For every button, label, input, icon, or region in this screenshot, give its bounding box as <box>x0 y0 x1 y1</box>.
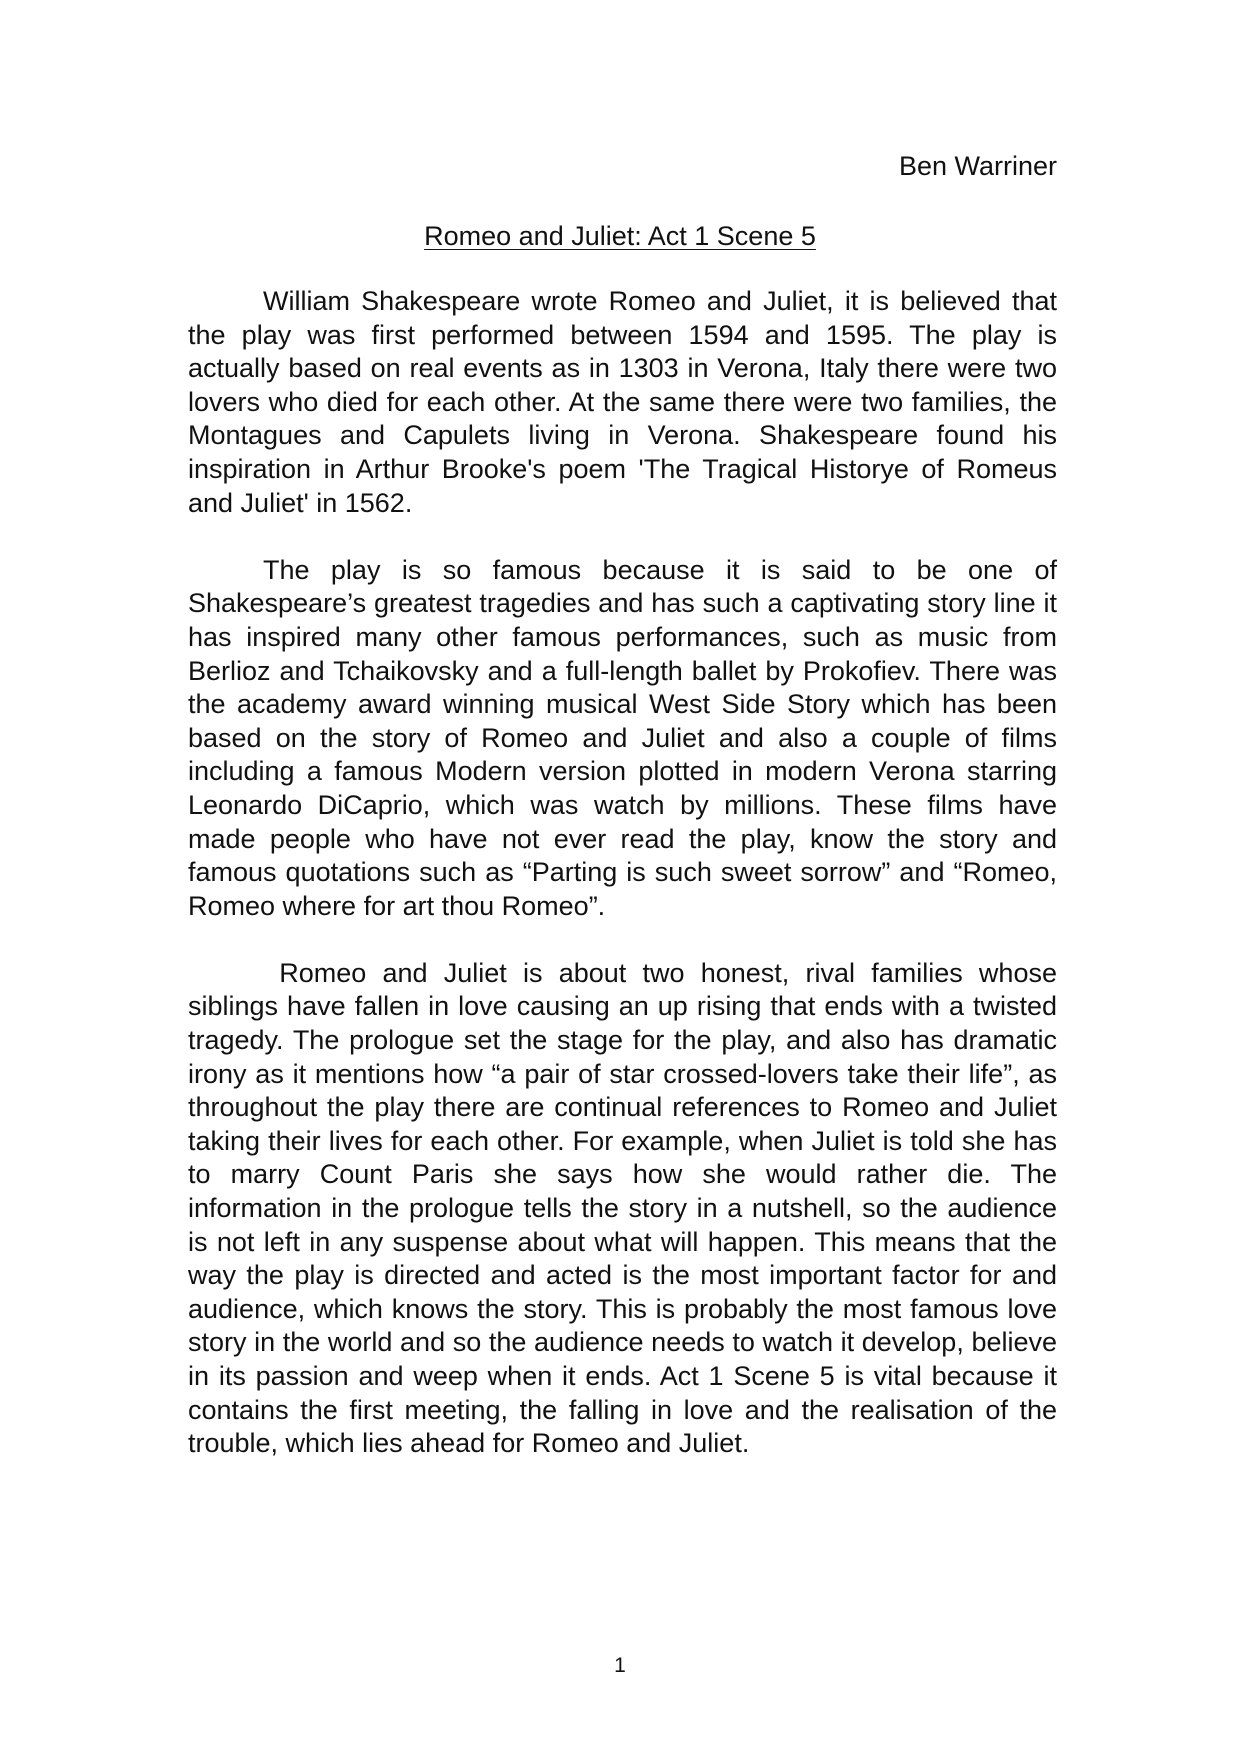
paragraph-1: William Shakespeare wrote Romeo and Juliet, it is believed that the play was first performed between 1594 and 1595. The play is actually based on real events as in 1303 in Verona, Italy there were two lovers who died for each other. At the same there were two families, the Montagues and Capulets living in Verona. Shakespeare found his inspiration in Arthur Brooke's poem 'The Tragical Historye of Romeus and Juliet' in 1562. <box>188 286 1057 518</box>
document-title: Romeo and Juliet: Act 1 Scene 5 <box>424 221 816 251</box>
document-body <box>188 285 1065 1494</box>
page-number: 1 <box>614 1654 626 1677</box>
paragraph-3: Romeo and Juliet is about two honest, rival families whose siblings have fallen in love causing an up rising that ends with a twisted tragedy. The prologue set the stage for the play, and also has dramatic irony as it mentions how “a pair of star crossed-lovers take their life”, as throughout the play there are continual references to Romeo and Juliet taking their lives for each other. For example, when Juliet is told she has to marry Count Paris she says how she would rather die. The information in the prologue tells the story in a nutshell, so the audience is not left in any suspense about what will happen. This means that the way the play is directed and acted is the most important factor for and audience, which knows the story. This is probably the most famous love story in the world and so the audience needs to watch it develop, believe in its passion and weep when it ends. Act 1 Scene 5 is vital because it contains the first meeting, the falling in love and the realisation of the trouble, which lies ahead for Romeo and Juliet. <box>188 957 1065 1459</box>
paragraph-2: The play is so famous because it is said to be one of Shakespeare’s greatest tragedies and has such a captivating story line it has inspired many other famous performances, such as music from Berlioz and Tchaikovsky and a full-length ballet by Prokofiev. There was the academy award winning musical West Side Story which has been based on the story of Romeo and Juliet and also a couple of films including a famous Modern version plotted in modern Verona starring Leonardo DiCaprio, which was watch by millions. These films have made people who have not ever read the play, know the story and famous quotations such as “Parting is such sweet sorrow” and “Romeo, Romeo where for art thou Romeo”. <box>188 554 1057 921</box>
author-name: Ben Warriner <box>898 151 1057 181</box>
